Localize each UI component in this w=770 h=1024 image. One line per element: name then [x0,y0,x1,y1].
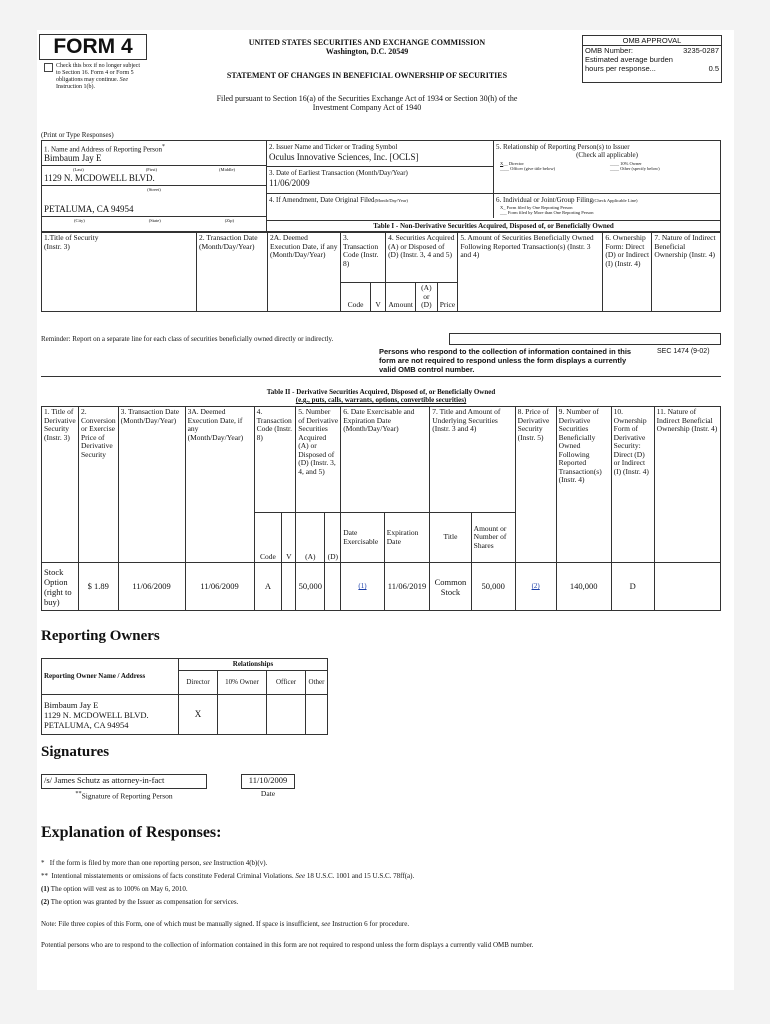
reporting-person-street: 1129 N. MCDOWELL BLVD. [44,173,155,184]
ownership-form: D [611,563,654,611]
print-or-type: (Print or Type Responses) [41,131,114,139]
signatures-table: /s/ James Schutz as attorney-in-fact 11/10/2009 **Signature of Reporting Person Date [41,774,295,803]
note-2: ** Intentional misstatements or omissions of facts constitute Federal Criminal Violations. See 18 U.S.C. 1001 and 15 U.S.C. 78ff(a). [41,872,415,880]
signature-date: 11/10/2009 [242,775,295,789]
potential-persons-note: Potential persons who are to respond to the collection of information contained in this form are not required to respond unless the form displays a currently valid OMB number. [41,941,534,949]
reminder-text: Reminder: Report on a separate line for each class of securities beneficially owned directly or indirectly. [41,335,334,343]
table2-derivative: 1. Title of Derivative Security (Instr. 3) 2. Conversion or Exercise Price of Derivative Security 3. Transaction Date (Month/Day/Year) 3A. Deemed Execution Date, if any (Month/Day/Year) 4. Transaction Code (Instr. 8) 5. Number of Derivative Securities Acquired (A) or Disposed of (D) (Instr. 3, 4, and 5) 6. Date Exercisable and Expiration Date (Month/Day/Year) 7. Title and Amount of Underlying Securities (Instr. 3 and 4) 8. Price of Derivative Security (Instr. 5) 9. Number of Derivative Securities Beneficially Owned Following Reported Transaction(s) (Instr. 4) 10. Ownership Form of Derivative Security: Direct (D) or Indirect (I) (Instr. 4) 11. Nature of Indirect Beneficial Ownership (Instr. 4) Code V (A) (D) Date Exercisable Expiration Date Title Amount or Number of Shares Stock Option (right to buy) $ 1.89 11/06/2009 11/06/2009 A 50,000 (1) 11/06/2019 Common Stock 50,000 (2) 140,000 D [41,406,721,611]
exercise-price: $ 1.89 [79,563,119,611]
explanation-heading: Explanation of Responses: [41,824,222,841]
box6-filing-type: 6. Individual or Joint/Group Filing(Check Applicable Line) X_ Form filed by One Reporting Person ___ Form filed by More than One Reporting Person [496,196,638,215]
transaction-date: 11/06/2009 [118,563,185,611]
owner-name: Bimbaum Jay E [44,699,99,710]
persons-note: Persons who respond to the collection of information contained in this form are not required to respond unless the form displays a currently valid OMB control number. [379,347,632,374]
signer: /s/ James Schutz as attorney-in-fact [42,775,207,789]
owned-following: 140,000 [556,563,611,611]
reporting-info-section [41,140,721,232]
director-mark: X [500,161,504,166]
explanation-notes [41,857,721,952]
owner-director-mark: X [179,695,218,735]
reporting-owners-table: Reporting Owner Name / Address Relationships Director 10% Owner Officer Other Bimbaum Jay E 1129 N. MCDOWELL BLVD. PETALUMA, CA 94954 X [41,658,328,735]
filed-pursuant: Filed pursuant to Section 16(a) of the Securities Exchange Act of 1934 or Section 30(h) of the Investment Company Act of 1940 [216,94,518,112]
box4-amendment: 4. If Amendment, Date Original Filed(Month/Day/Year) [267,194,494,218]
no-longer-subject-checkbox-group: Check this box if no longer subject to Section 16. Form 4 or Form 5 obligations may continue. See Instruction 1(b). [44,63,154,91]
reporting-person-name: Bimbaum Jay E [44,153,102,164]
note-1: * If the form is filed by more than one reporting person, see Instruction 4(b)(v). [41,859,268,867]
table2-title: Table II - Derivative Securities Acquired, Disposed of, or Beneficially Owned (e.g., puts, calls, warrants, options, convertible securities) [266,388,496,404]
box2-issuer: 2. Issuer Name and Ticker or Trading Symbol Oculus Innovative Sciences, Inc. [OCLS] [267,141,494,167]
transaction-code: A [254,563,282,611]
table-row: Bimbaum Jay E 1129 N. MCDOWELL BLVD. PETALUMA, CA 94954 X [42,695,328,735]
form-title: FORM 4 [39,34,147,60]
underlying-title: Common Stock [430,563,471,611]
signatures-heading: Signatures [41,744,110,760]
underlying-amount: 50,000 [471,563,515,611]
sec-code: SEC 1474 (9-02) [657,348,710,355]
table1-title: Table I - Non-Derivative Securities Acquired, Disposed of, or Beneficially Owned [267,220,720,232]
table-row [42,563,721,611]
reporting-person-city: PETALUMA, CA 94954 [44,204,134,215]
earliest-date: 11/06/2009 [269,178,310,188]
reporting-owners-heading: Reporting Owners [41,628,160,644]
no-longer-subject-checkbox[interactable] [44,63,53,72]
omb-approval-box: OMB APPROVAL OMB Number: 3235-0287 Estimated average burden hours per response... 0.5 [582,35,722,83]
box3-earliest-date: 3. Date of Earliest Transaction (Month/Day/Year) 11/06/2009 [267,167,494,194]
derivative-title: Stock Option (right to buy) [42,563,79,611]
divider [41,376,721,377]
deemed-date: 11/06/2009 [185,563,254,611]
box1-reporting-person: 1. Name and Address of Reporting Person* Bimbaum Jay E (Last) (First) (Middle) 1129 N. MCDOWELL BLVD. (Street) PETALUMA, CA 94954 (City) (State) (Zip) [42,141,267,231]
note-4: (2) The option was granted by the Issuer as compensation for services. [41,898,239,906]
filing-note: Note: File three copies of this Form, one of which must be manually signed. If space is insufficient, see Instruction 6 for procedure. [41,920,410,928]
note-3: (1) The option will vest as to 100% on May 6, 2010. [41,885,188,893]
table1-nondervative: 1.Title of Security (Instr. 3) 2. Transaction Date (Month/Day/Year) 2A. Deemed Execution Date, if any (Month/Day/Year) 3. Transaction Code (Instr. 8) 4. Securities Acquired (A) or Disposed of (D) (Instr. 3, 4 and 5) 5. Amount of Securities Beneficially Owned Following Reported Transaction(s) (Instr. 3 and 4) 6. Ownership Form: Direct (D) or Indirect (I) (Instr. 4) 7. Nature of Indirect Beneficial Ownership (Instr. 4) Code V Amount (A) or (D) Price [41,232,721,312]
reminder-blank-box [449,333,721,345]
statement-title: STATEMENT OF CHANGES IN BENEFICIAL OWNERSHIP OF SECURITIES [226,71,508,80]
footnote-link-1[interactable]: (1) [341,563,385,611]
footnote-link-2[interactable]: (2) [515,563,556,611]
agency-header: UNITED STATES SECURITIES AND EXCHANGE COMMISSION Washington, D.C. 20549 [248,38,486,56]
issuer-name: Oculus Innovative Sciences, Inc. [OCLS] [269,152,419,162]
form-page [37,30,734,990]
expiration-date: 11/06/2019 [384,563,429,611]
acquired-amount: 50,000 [296,563,325,611]
box5-relationship: 5. Relationship of Reporting Person(s) to Issuer (Check all applicable) X__ Director ____ 10% Owner ____ Officer (give title below) ____ Other (specify below) [494,141,720,194]
